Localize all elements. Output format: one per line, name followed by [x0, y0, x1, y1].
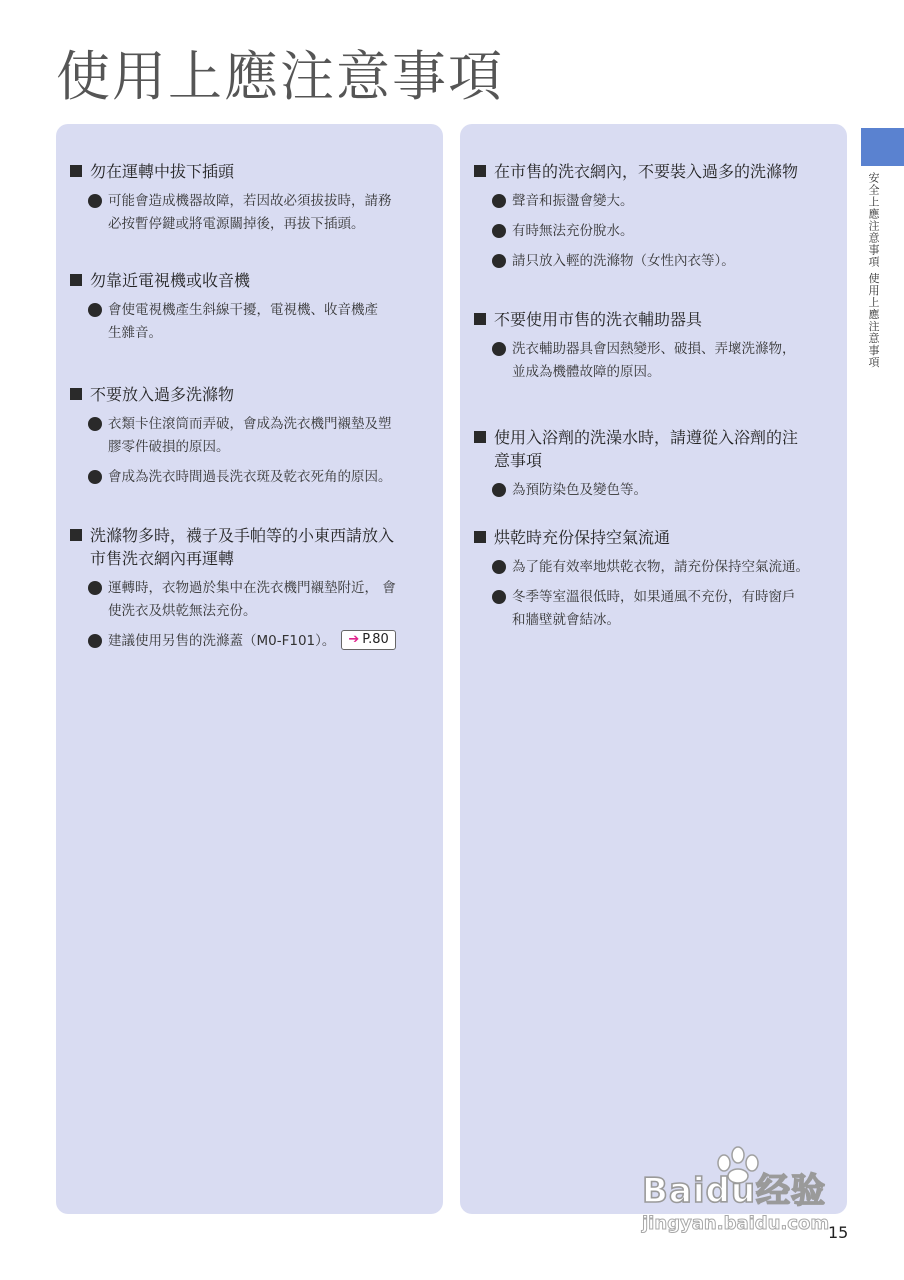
- page-number: 15: [828, 1223, 849, 1242]
- baidu-watermark: [640, 1145, 850, 1245]
- square-bullet-icon: [70, 274, 82, 286]
- bullet-text: 必按暫停鍵或將電源關掉後，再拔下插頭。: [108, 216, 365, 232]
- section-heading: 勿靠近電視機或收音機: [90, 271, 251, 290]
- bullet-text: 建議使用另售的洗滌蓋（M0-F101）。: [108, 633, 336, 649]
- section-no-unplug: [70, 160, 435, 236]
- bullet-text: 使洗衣及烘乾無法充份。: [108, 603, 257, 619]
- bullet-text: 生雜音。: [108, 325, 162, 341]
- section-heading: 在市售的洗衣網內，不要裝入過多的洗滌物: [494, 162, 799, 181]
- bullet-text: 聲音和振盪會變大。: [512, 193, 634, 209]
- page-reference-label: P.80: [362, 632, 389, 647]
- bullet-dot-icon: [492, 254, 506, 268]
- section-no-tv-radio: [70, 269, 435, 345]
- bullet-dot-icon: [88, 581, 102, 595]
- bullet-text: 為了能有效率地烘乾衣物，請充份保持空氣流通。: [512, 559, 809, 575]
- square-bullet-icon: [474, 431, 486, 443]
- section-heading: 不要放入過多洗滌物: [90, 385, 235, 404]
- watermark-logo: Baidu经验: [642, 1171, 827, 1211]
- bullet-dot-icon: [492, 194, 506, 208]
- bullet-dot-icon: [492, 224, 506, 238]
- bullet-text: 有時無法充份脫水。: [512, 223, 634, 239]
- section-side-label: 安全上應注意事項 使用上應注意事項: [867, 172, 880, 369]
- bullet-text: 膠零件破損的原因。: [108, 439, 230, 455]
- page-reference-link[interactable]: [341, 630, 395, 650]
- bullet-text: 請只放入輕的洗滌物（女性內衣等）。: [512, 253, 735, 269]
- right-panel: [460, 124, 847, 1214]
- section-heading: 烘乾時充份保持空氣流通: [494, 528, 671, 547]
- watermark-url: jingyan.baidu.com: [642, 1213, 830, 1234]
- bullet-dot-icon: [88, 417, 102, 431]
- section-heading: 使用入浴劑的洗澡水時，請遵從入浴劑的注: [494, 428, 799, 447]
- arrow-right-icon: ➔: [348, 632, 360, 647]
- bullet-text: 冬季等室溫很低時，如果通風不充份，有時窗戶: [512, 589, 796, 605]
- square-bullet-icon: [474, 165, 486, 177]
- square-bullet-icon: [474, 313, 486, 325]
- section-bath-additive: [474, 426, 839, 502]
- section-small-items-net: [70, 524, 435, 653]
- bullet-text: 和牆壁就會結冰。: [512, 612, 620, 628]
- section-heading: 不要使用市售的洗衣輔助器具: [494, 310, 703, 329]
- section-heading: 勿在運轉中拔下插頭: [90, 162, 235, 181]
- bullet-dot-icon: [492, 560, 506, 574]
- left-panel: [56, 124, 443, 1214]
- square-bullet-icon: [70, 529, 82, 541]
- bullet-dot-icon: [88, 194, 102, 208]
- section-heading: 洗滌物多時，襪子及手帕等的小東西請放入: [90, 526, 395, 545]
- bullet-text: 為預防染色及變色等。: [512, 482, 647, 498]
- bullet-dot-icon: [492, 342, 506, 356]
- section-tab-marker: [861, 128, 904, 166]
- section-no-overload: [70, 383, 435, 489]
- bullet-dot-icon: [88, 634, 102, 648]
- section-net-overload: [474, 160, 839, 273]
- section-dry-ventilation: [474, 526, 839, 632]
- bullet-dot-icon: [88, 470, 102, 484]
- bullet-text: 會成為洗衣時間過長洗衣斑及乾衣死角的原因。: [108, 469, 392, 485]
- bullet-text: 可能會造成機器故障，若因故必須拔拔時，請務: [108, 193, 392, 209]
- section-heading: 市售洗衣網內再運轉: [90, 549, 235, 568]
- page-title: 使用上應注意事項: [56, 45, 504, 108]
- bullet-text: 會使電視機產生斜線干擾，電視機、收音機產: [108, 302, 378, 318]
- section-no-aids: [474, 308, 839, 384]
- section-heading: 意事項: [494, 451, 543, 470]
- bullet-dot-icon: [492, 590, 506, 604]
- bullet-text: 洗衣輔助器具會因熱變形、破損、弄壞洗滌物，: [512, 341, 796, 357]
- bullet-text: 並成為機體故障的原因。: [512, 364, 661, 380]
- square-bullet-icon: [70, 165, 82, 177]
- square-bullet-icon: [474, 531, 486, 543]
- square-bullet-icon: [70, 388, 82, 400]
- bullet-dot-icon: [492, 483, 506, 497]
- bullet-text: 運轉時，衣物過於集中在洗衣機門襯墊附近， 會: [108, 580, 396, 596]
- bullet-dot-icon: [88, 303, 102, 317]
- bullet-text: 衣類卡住滾筒而弄破，會成為洗衣機門襯墊及塑: [108, 416, 392, 432]
